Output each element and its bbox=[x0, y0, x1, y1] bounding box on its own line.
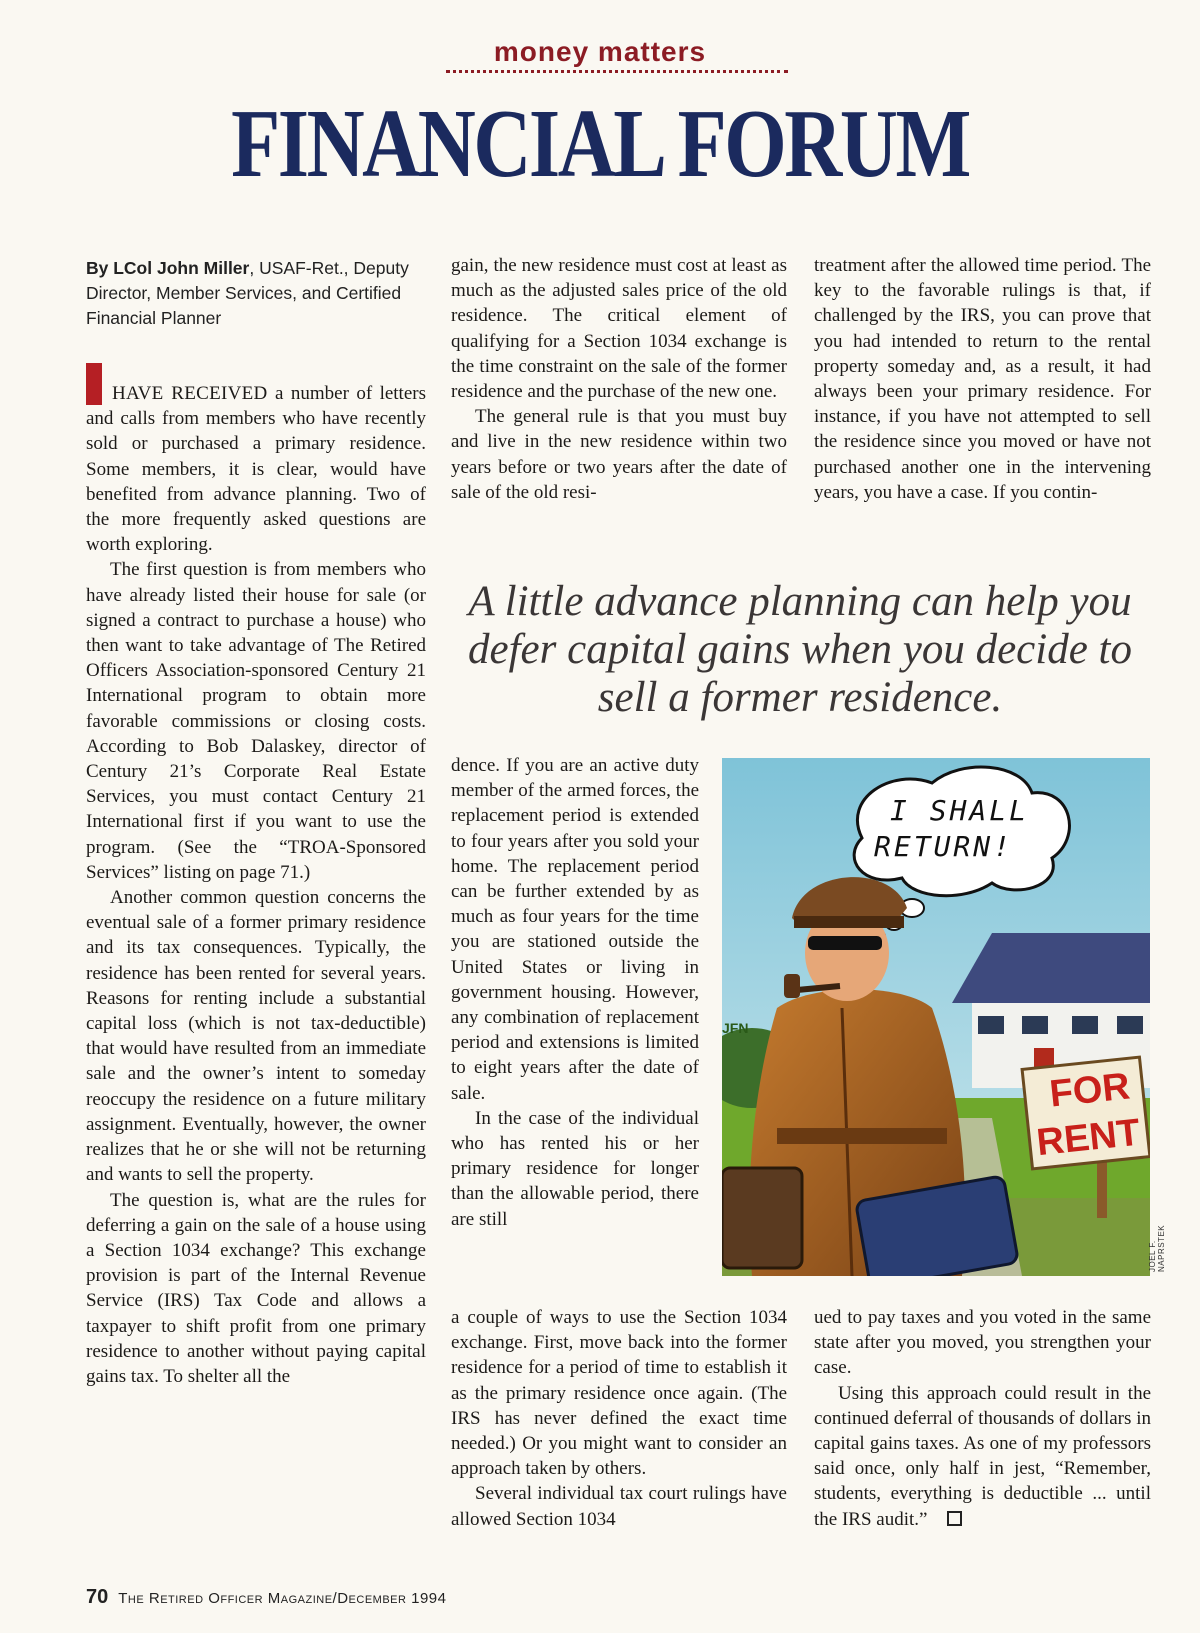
paragraph: In the case of the individual who has rented his or her primary residence for longer than the allowable period, there are still bbox=[451, 1107, 699, 1230]
page-title: FINANCIAL FORUM bbox=[231, 90, 969, 198]
lead-text: a number of letters and calls from members who have recently sold or purchased a primary residence. Some members, it is clear, would have benefited from advance planning. Two of the more frequently asked questions are worth exploring. bbox=[86, 383, 426, 556]
paragraph: treatment after the allowed time period. The key to the favorable rulings is that, if challenged by the IRS, you can prove that you had intended to return to the rental property someday and, as a result, it had always been your primary residence. For instance, if you have not attempted to sell the residence since you moved or have not purchased another one in the intervening years, you have a case. If you contin- bbox=[814, 255, 1151, 503]
section-label: money matters bbox=[493, 36, 707, 67]
drop-cap-bar bbox=[86, 363, 102, 405]
paragraph: The general rule is that you must buy and live in the new residence within two years before or two years after the date of sale of the old resi- bbox=[451, 406, 787, 503]
article-column-2-mid bbox=[451, 753, 699, 1232]
section-divider bbox=[446, 70, 788, 73]
paragraph: The question is, what are the rules for deferring a gain on the sale of a house using a Section 1034 exchange? This exchange provision is part of the Internal Revenue Service (IRS) Tax Code and allows a taxpayer to shift profit from one primary residence to another without paying capital gains tax. To shelter all the bbox=[86, 1189, 426, 1387]
sign-text-line-1: FOR bbox=[1047, 1065, 1132, 1116]
paragraph: ued to pay taxes and you voted in the same state after you moved, you strengthen your case. bbox=[814, 1307, 1151, 1379]
article-column-3-bottom bbox=[814, 1305, 1151, 1532]
illustration-credit: JOEL F. NAPRSTEK bbox=[1148, 1224, 1166, 1272]
paragraph: The first question is from members who have already listed their house for sale (or signed a contract to purchase a house) who then want to take advantage of The Retired Officers Association-sponsored Century 21 International program to obtain more favorable commissions or closing costs. According to Bob Dalaskey, director of Century 21’s Corporate Real Estate Services, you must contact Century 21 International first if you want to use the program. (See the “TROA-Sponsored Services” listing on page 71.) bbox=[86, 559, 426, 883]
illustration bbox=[722, 758, 1150, 1276]
sign-text-line-2: RENT bbox=[1034, 1111, 1142, 1165]
end-mark-icon bbox=[947, 1511, 962, 1526]
article-column-2-top bbox=[451, 253, 787, 505]
closing-text: Using this approach could result in the continued deferral of thousands of dollars in capital gains taxes. As one of my professors said once, only half in jest, “Remember, students, everything is deductible ... until the IRS audit.” bbox=[814, 1382, 1151, 1530]
thought-bubble-line-1: I SHALL bbox=[890, 794, 1030, 827]
lead-caps: HAVE RECEIVED bbox=[112, 383, 268, 404]
article-column-3-top bbox=[814, 253, 1151, 505]
article-column-2-bottom bbox=[451, 1305, 787, 1532]
page-number: 70 bbox=[86, 1586, 109, 1608]
paragraph: Another common question concerns the eventual sale of a former primary residence and its tax consequences. Typically, the residence has been rented for several years. Reasons for renting include a substantial capital loss (which is not tax-deductible) that would have resulted from an immediate sale and the owner’s intent to someday reoccupy the residence on a future military assignment. Eventually, however, the owner realizes that he or she will not be returning and wants to sell the property. bbox=[86, 887, 426, 1186]
page-footer bbox=[86, 1586, 446, 1609]
cap-tag: JFN bbox=[722, 1020, 749, 1036]
magazine-issue: The Retired Officer Magazine/December 1994 bbox=[118, 1590, 447, 1607]
author-name: By LCol John Miller bbox=[86, 258, 250, 278]
author-credentials: , USAF-Ret., Deputy Director, Member Services, and Certified Financial Planner bbox=[86, 258, 409, 328]
pull-quote: A little advance planning can help you defer capital gains when you decide to sell a former residence. bbox=[468, 578, 1132, 721]
byline bbox=[86, 256, 426, 331]
lead-paragraph bbox=[86, 363, 426, 557]
paragraph: a couple of ways to use the Section 1034 exchange. First, move back into the former residence for a period of time to establish it as the primary residence once again. (The IRS has never defined the exact time needed.) Or you might want to consider an approach taken by others. bbox=[451, 1307, 787, 1480]
paragraph: Several individual tax court rulings have allowed Section 1034 bbox=[451, 1483, 787, 1530]
article-column-1 bbox=[86, 363, 426, 1389]
paragraph: dence. If you are an active duty member of the armed forces, the replacement period is extended to four years after you sold your home. The replacement period can be further extended by as much as four years for the time you are stationed outside the United States or living in government housing. However, any combination of replacement period and extensions is limited to eight years after the date of sale. bbox=[451, 755, 699, 1104]
thought-bubble-line-2: RETURN! bbox=[874, 830, 1014, 863]
paragraph bbox=[814, 1381, 1151, 1532]
paragraph: gain, the new residence must cost at least as much as the adjusted sales price of the old residence. The critical element of qualifying for a Section 1034 exchange is the time constraint on the sale of the former residence and the purchase of the new one. bbox=[451, 255, 787, 403]
